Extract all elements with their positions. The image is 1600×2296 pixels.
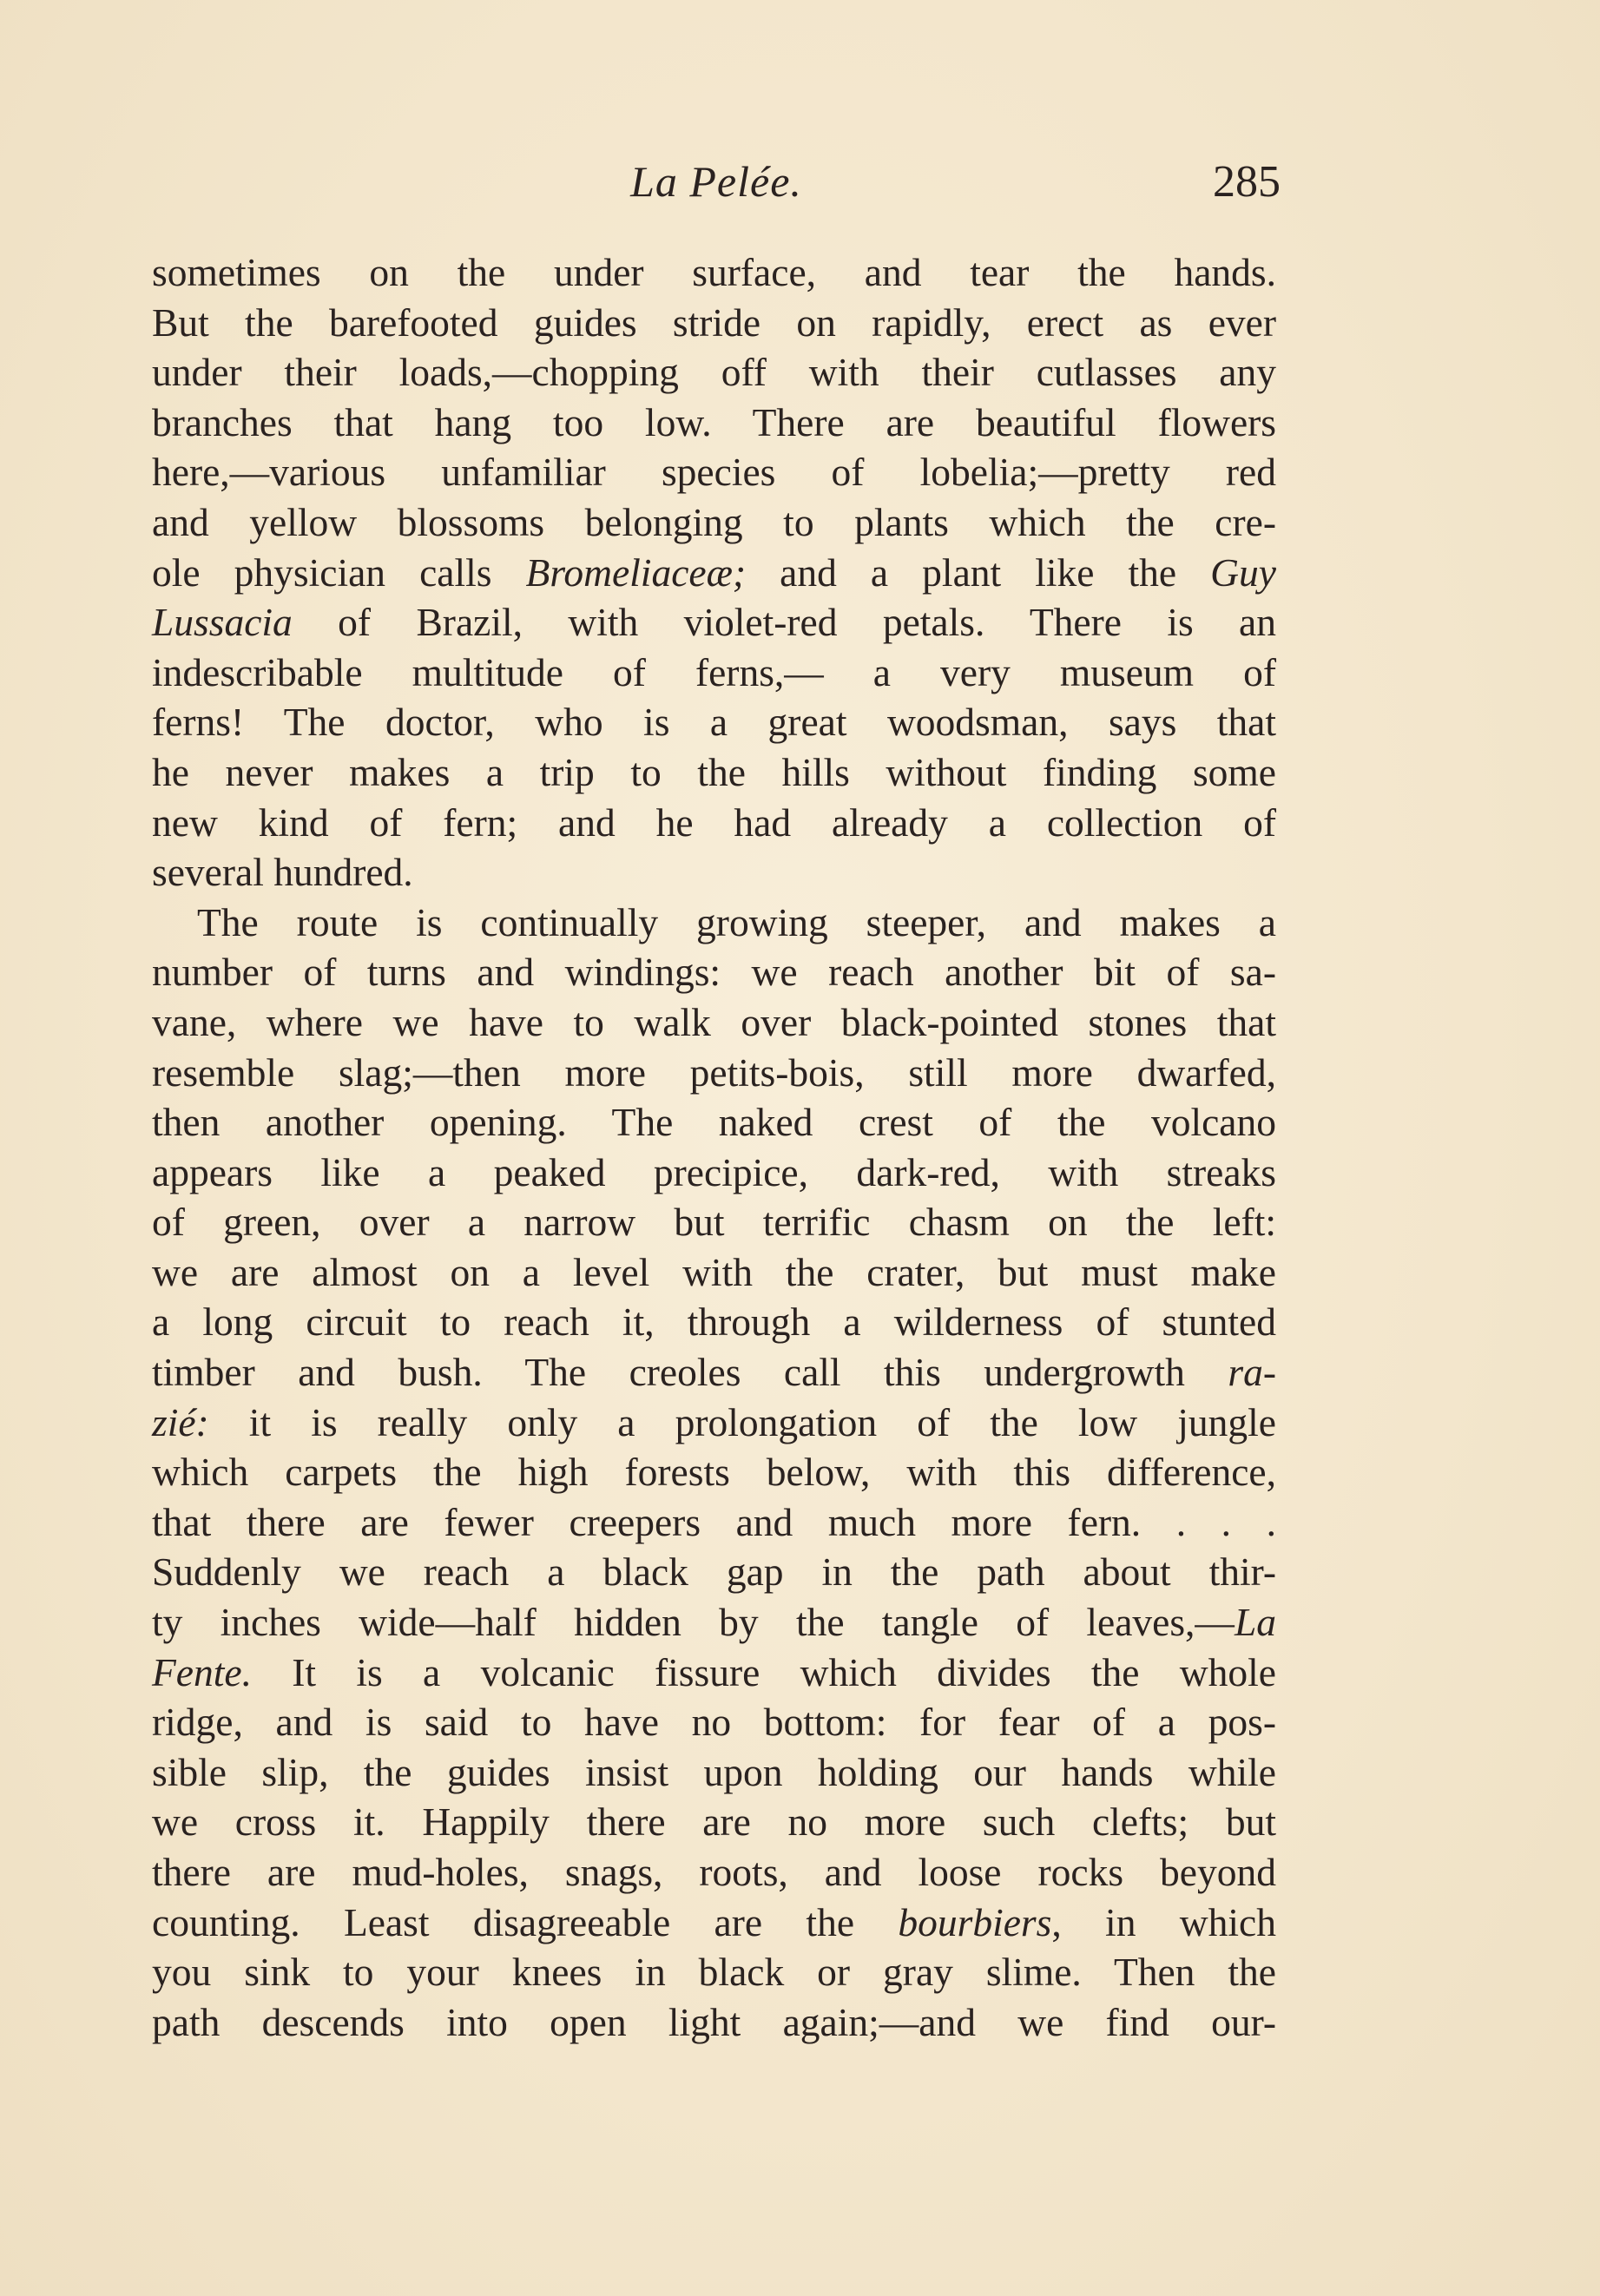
text-line (152, 1398, 1276, 1448)
italic-text: Guy (1210, 549, 1276, 595)
text-line (152, 1048, 1276, 1098)
italic-text: ra- (1228, 1350, 1276, 1395)
text-line (152, 1697, 1276, 1747)
text-segment: number of turns and windings: we reach another bit of sa- (152, 950, 1276, 995)
text-segment: path descends into open light again;—and we find our- (152, 1999, 1276, 2044)
text-line (152, 697, 1276, 747)
text-segment: ferns! The doctor, who is a great woodsman, says that (152, 700, 1276, 745)
text-line (152, 1197, 1276, 1247)
page-number: 285 (1213, 157, 1281, 207)
text-segment: sible slip, the guides insist upon holding our hands while (152, 1749, 1276, 1794)
text-segment: It is a volcanic fissure which divides the whole (251, 1649, 1276, 1694)
italic-text: Fente. (152, 1649, 252, 1694)
text-segment: of green, over a narrow but terrific chasm on the left: (152, 1200, 1276, 1245)
text-line (152, 648, 1276, 698)
text-segment: he never makes a trip to the hills without finding some (152, 749, 1276, 794)
text-line (152, 1447, 1276, 1497)
text-segment: here,—various unfamiliar species of lobelia;—pretty red (152, 450, 1276, 495)
text-line (152, 947, 1276, 997)
text-line (152, 1797, 1276, 1847)
text-segment: then another opening. The naked crest of the volcano (152, 1100, 1276, 1145)
text-segment: Suddenly we reach a black gap in the path about thir- (152, 1549, 1276, 1595)
text-line (152, 798, 1276, 848)
text-segment: The route is continually growing steeper, and makes a (197, 899, 1276, 944)
text-line (152, 497, 1276, 548)
text-segment: that there are fewer creepers and much more fern. . . . (152, 1499, 1276, 1544)
text-line (152, 1648, 1276, 1698)
text-line (152, 597, 1276, 648)
text-segment: But the barefooted guides stride on rapidly, erect as ever (152, 299, 1276, 345)
text-segment: vane, where we have to walk over black-pointed stones that (152, 999, 1276, 1044)
text-segment: sometimes on the under surface, and tear the hands. (152, 250, 1276, 294)
text-line (152, 1097, 1276, 1148)
text-segment: indescribable multitude of ferns,— a very museum of (152, 649, 1276, 694)
text-line (152, 1997, 1276, 2048)
text-segment: we cross it. Happily there are no more such clefts; but (152, 1799, 1276, 1845)
text-segment: of Brazil, with violet-red petals. There is an (292, 600, 1276, 645)
text-line (152, 747, 1276, 798)
text-segment: and yellow blossoms belonging to plants which the cre- (152, 499, 1276, 544)
text-segment: a long circuit to reach it, through a wilderness of stunted (152, 1299, 1276, 1345)
text-line (152, 898, 1276, 948)
text-segment: resemble slag;—then more petits-bois, still more dwarfed, (152, 1049, 1276, 1095)
text-line (152, 1247, 1276, 1298)
italic-text: zié: (152, 1399, 209, 1444)
text-segment: ole physician calls (152, 549, 526, 595)
text-line (152, 447, 1276, 497)
text-segment: we are almost on a level with the crater, but must make (152, 1249, 1276, 1294)
text-segment: , in which (1051, 1899, 1276, 1944)
text-segment: appears like a peaked precipice, dark-red, with streaks (152, 1149, 1276, 1194)
text-line (152, 997, 1276, 1048)
text-line (152, 298, 1276, 348)
text-line (152, 1347, 1276, 1398)
text-line (152, 247, 1276, 298)
text-line (152, 398, 1276, 448)
text-line (152, 847, 1276, 898)
text-line (152, 1297, 1276, 1347)
text-segment: under their loads,—chopping off with their cutlasses any (152, 350, 1276, 395)
text-line (152, 1747, 1276, 1798)
body-text (152, 247, 1276, 2047)
italic-text: bourbiers (898, 1899, 1052, 1944)
text-segment: ridge, and is said to have no bottom: for fear of a pos- (152, 1700, 1276, 1745)
text-line (152, 1148, 1276, 1198)
text-segment: several hundred. (152, 850, 413, 895)
text-segment: branches that hang too low. There are beautiful flowers (152, 399, 1276, 444)
italic-text: Bromeliaceæ; (525, 549, 747, 595)
running-title: La Pelée. (630, 157, 802, 206)
text-segment: ty inches wide—half hidden by the tangle of leaves,— (152, 1600, 1235, 1645)
text-segment: new kind of fern; and he had already a collection of (152, 799, 1276, 845)
italic-text: La (1234, 1600, 1276, 1645)
text-segment: it is really only a prolongation of the low jungle (208, 1399, 1276, 1444)
text-line (152, 1898, 1276, 1948)
text-segment: and a plant like the (746, 549, 1211, 595)
text-line (152, 1947, 1276, 1997)
text-line (152, 1847, 1276, 1898)
italic-text: Lussacia (152, 600, 293, 645)
page-header (152, 156, 1281, 217)
text-segment: which carpets the high forests below, with this difference, (152, 1450, 1276, 1495)
text-line (152, 1497, 1276, 1548)
text-line (152, 1547, 1276, 1597)
text-segment: counting. Least disagreeable are the (152, 1899, 899, 1944)
text-line (152, 347, 1276, 398)
text-segment: timber and bush. The creoles call this undergrowth (152, 1350, 1228, 1395)
text-segment: you sink to your knees in black or gray slime. Then the (152, 1950, 1276, 1995)
text-line (152, 548, 1276, 598)
text-segment: there are mud-holes, snags, roots, and loose rocks beyond (152, 1850, 1276, 1894)
text-line (152, 1597, 1276, 1648)
